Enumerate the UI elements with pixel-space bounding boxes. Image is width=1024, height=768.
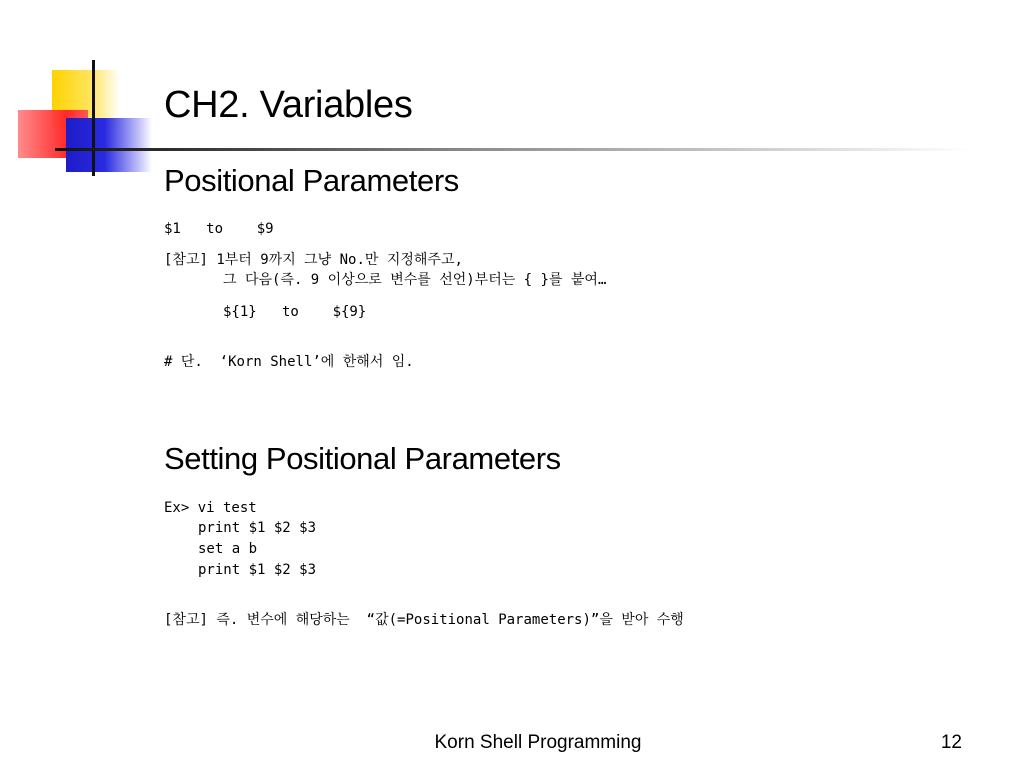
section-heading-positional-parameters: Positional Parameters: [164, 163, 459, 198]
note-line-2: 그 다음(즉. 9 이상으로 변수를 선언)부터는 { }를 붙여…: [223, 272, 607, 288]
slide-title: CH2. Variables: [164, 84, 413, 126]
footer-title: Korn Shell Programming: [434, 732, 642, 753]
example-line-1: Ex> vi test: [164, 500, 257, 516]
page-number: 12: [940, 732, 962, 753]
note-line-1: [참고] 1부터 9까지 그냥 No.만 지정해주고,: [164, 252, 463, 268]
section-heading-setting-positional-parameters: Setting Positional Parameters: [164, 441, 561, 476]
section2-note: [참고] 즉. 변수에 해당하는 “값(=Positional Parameters)”을 받아 수행: [164, 612, 684, 628]
logo-vertical-line: [92, 60, 95, 176]
braced-range-text: ${1} to ${9}: [223, 304, 367, 320]
title-underline-divider: [55, 148, 970, 151]
example-line-3: set a b: [198, 541, 258, 557]
example-line-2: print $1 $2 $3: [198, 520, 317, 536]
example-line-4: print $1 $2 $3: [198, 562, 317, 578]
slide-logo-decoration: [0, 0, 160, 190]
positional-range-text: $1 to $9: [164, 221, 274, 237]
korn-shell-remark: # 단. ‘Korn Shell’에 한해서 임.: [164, 354, 414, 370]
logo-blue-square: [66, 118, 152, 172]
